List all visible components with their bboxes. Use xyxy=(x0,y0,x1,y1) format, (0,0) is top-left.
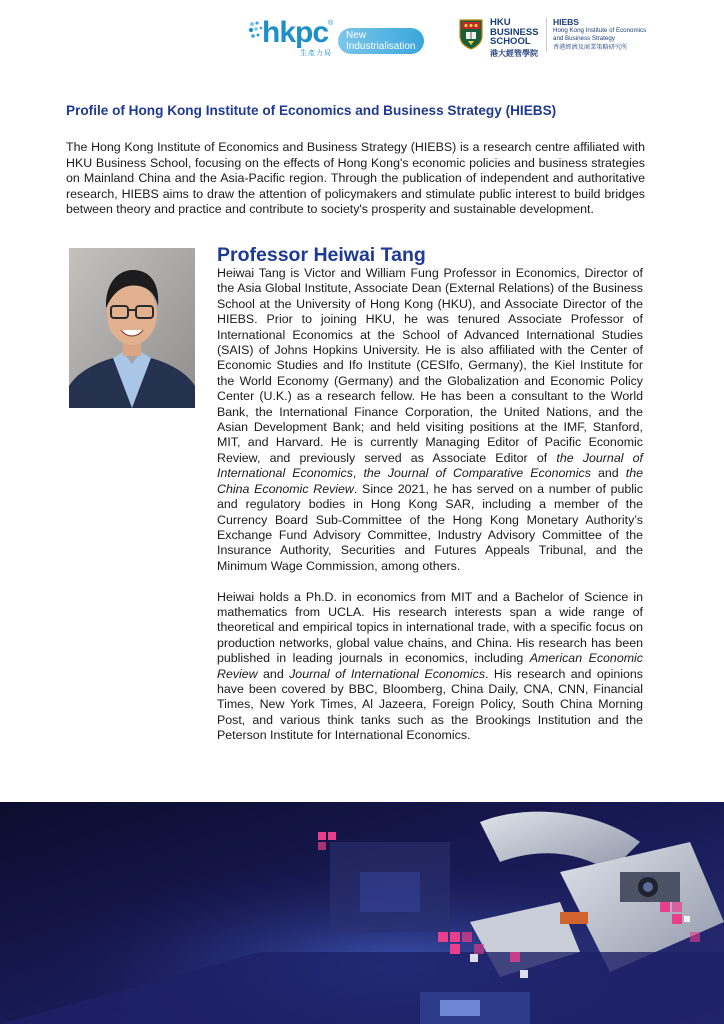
hku-line3: SCHOOL xyxy=(490,36,531,47)
portrait-illustration xyxy=(69,248,195,408)
bio1-journal-1: the Journal of International Economics xyxy=(217,450,643,481)
robotic-arm-illustration xyxy=(0,802,724,1024)
bio1-journal-2: the Journal of Comparative Economics xyxy=(363,466,591,481)
hiebs-line1: Hong Kong Institute of Economics xyxy=(553,26,647,34)
hku-line1: HKU xyxy=(490,17,511,28)
bio1-text-a: Heiwai Tang is Victor and William Fung Professor in Economics, Director of the Asia Global Institute, Associate Dean (External Relations) of the Business School at the University of Hong Kong (HKU), and Associate Director of the HIEBS. Prior to joining HKU, he was tenured Associate Professor of International Economics at the School of Advanced International Studies (SAIS) of Johns Hopkins University. He is also affiliated with the Center of Economic Studies and Ifo Institute (CESIfo, Germany), the Kiel Institute for the World Economy (Germany) and the Globalization and Economic Policy Center (U.K.) as a research fellow. He has been a consultant to the World Bank, the International Finance Corporation, the United Nations, and the Asian Development Bank; and held visiting positions at the IMF, Stanford, MIT, and Harvard. He is currently Managing Editor of Pacific Economic Review, and previously served as Associate Editor of xyxy=(217,266,643,465)
hiebs-line2: and Business Strategy xyxy=(553,35,615,42)
hkpc-chinese-name: 生產力局 xyxy=(300,50,332,57)
hiebs-abbr: HIEBS xyxy=(553,17,579,27)
hku-line2: BUSINESS xyxy=(490,26,539,38)
bio1-separator: , xyxy=(352,466,364,481)
bio2-text-b: . His research and opinions have been covered by BBC, Bloomberg, China Daily, CNA, CNN, Financial Times, New York Times, Al Jazeera, Foreign Policy, South China Morning Post, and various think tanks such as the Brookings Institution and the Peterson Institute for International Economics. xyxy=(217,666,643,743)
bio2-text-a: Heiwai holds a Ph.D. in economics from MIT and a Bachelor of Science in mathematics from UCLA. His research interests span a wide range of theoretical and empirical topics in international trade, with a specific focus on production networks, global value chains, and China. His research has been published in leading journals in economics, including xyxy=(217,589,643,666)
page-header xyxy=(0,14,724,60)
hkpc-logo xyxy=(248,18,428,58)
hiebs-chinese-name: 香港經濟及商業策略研究所 xyxy=(553,43,628,51)
bio2-journal-1: American Economic Review xyxy=(217,651,643,681)
footer-banner-image xyxy=(0,802,724,1024)
bio1-journal-3: the China Economic Review xyxy=(217,466,643,496)
hku-school-name xyxy=(490,18,539,58)
hkpc-tagline-badge xyxy=(338,28,424,54)
hku-chinese-name: 港大經管學院 xyxy=(490,48,538,58)
bio2-and: and xyxy=(257,666,290,681)
hkpc-wordmark: hkpc xyxy=(262,16,329,49)
hkpc-registered-mark: ® xyxy=(328,20,334,27)
bio2-journal-2: Journal of International Economics xyxy=(289,666,486,681)
profile-intro: The Hong Kong Institute of Economics and Business Strategy (HIEBS) is a research centre affiliated with HKU Business School, focusing on the effects of Hong Kong's economic policies and business strategies on Mainland China and the Asia-Pacific region. Through the publication of independent and authoritative research, HIEBS aims to draw the attention of policymakers and stimulate public interest to build bridges between theory and practice and contribute to society's prosperity and sustainable development. xyxy=(66,140,645,217)
professor-name: Professor Heiwai Tang xyxy=(217,244,426,266)
hiebs-logo-text xyxy=(553,18,663,52)
hkpc-tagline-line2: Industrialisation xyxy=(346,41,416,52)
professor-portrait xyxy=(69,248,195,408)
hkpc-tagline-line1: New xyxy=(346,30,367,41)
bio1-text-b: . Since 2021, he has served on a number of public and regulatory bodies in Hong Kong SAR, including a member of the Currency Board Sub-Committee of the Hong Kong Monetary Authority’s Exchange Fund Advisory Committee, Industry Advisory Committee of the Insurance Authority, Securities and Futures Appeals Tribunal, and the Minimum Wage Commission, among others. xyxy=(217,481,643,573)
bio1-and: and xyxy=(590,466,626,481)
hku-crest-icon xyxy=(458,18,484,50)
professor-bio xyxy=(217,266,643,744)
bio-paragraph-1 xyxy=(217,266,643,574)
bio-paragraph-2 xyxy=(217,590,643,744)
profile-heading: Profile of Hong Kong Institute of Economics and Business Strategy (HIEBS) xyxy=(66,103,557,118)
logo-divider xyxy=(546,18,547,52)
hku-business-school-logo xyxy=(458,16,658,60)
